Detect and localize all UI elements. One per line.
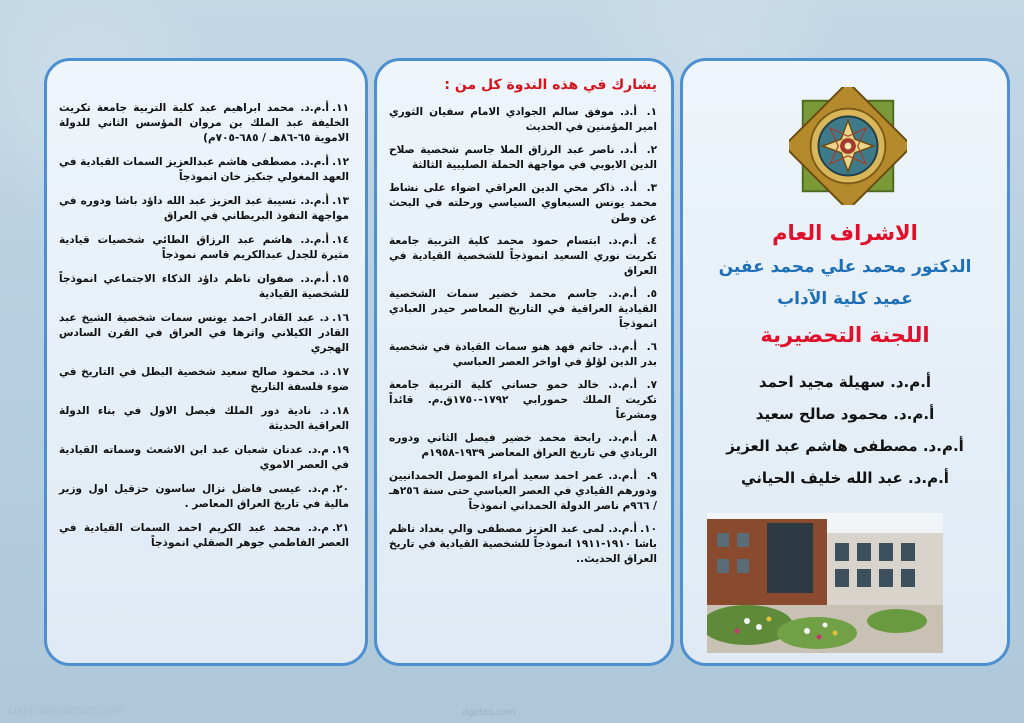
participants-heading: يشارك في هذه الندوة كل من : xyxy=(444,77,657,93)
item-text: أ.د. ذاكر محي الدين العراقي اضواء على نشاط محمد يونس السبعاوي السياسي ورحلته في البحث عن وطن xyxy=(389,182,657,224)
item-text: د. محمود صالح سعيد شخصية البطل في التاريخ في ضوء فلسفة التاريخ xyxy=(59,366,349,393)
item-text: أ.م.د. ابتسام حمود محمد كلية التربية جامعة تكريت نوري السعيد انموذجاً للشخصية القيادية في العراق xyxy=(389,235,657,277)
item-text: أ.م.د. عمر احمد سعيد أمراء الموصل الحمدانيين ودورهم القيادي في العصر العباسي حتى سنة ٢٥٦هـ / ٩٦٦م ناصر الدولة الحمداني انموذجاً xyxy=(389,470,657,512)
participant-item xyxy=(59,365,351,395)
item-text: أ.م.د. رابحة محمد خضير فيصل الثاني ودوره الريادي في تاريخ العراق المعاصر ١٩٣٩-١٩٥٨م xyxy=(389,432,657,459)
item-number: ٣. xyxy=(646,182,657,194)
item-number: ٦. xyxy=(646,341,657,353)
participant-item xyxy=(59,521,351,551)
participant-item xyxy=(59,233,351,263)
item-text: أ.م.د. هاشم عبد الرزاق الطائي شخصيات قيادية مثيرة للجدل عبدالكريم قاسم نموذجاً xyxy=(59,234,349,261)
item-number: ١٩. xyxy=(332,444,349,456)
participants-list xyxy=(389,105,659,575)
participant-item xyxy=(59,272,351,302)
supervisor-name: الدكتور محمد علي محمد عفين xyxy=(718,257,972,277)
participant-item xyxy=(59,101,351,146)
item-number: ٢. xyxy=(646,144,657,156)
participant-item xyxy=(59,482,351,512)
item-text: م.د. عدنان شعبان عبد ابن الاشعث وسماته القيادية في العصر الاموي xyxy=(59,444,349,471)
participant-item xyxy=(389,378,659,423)
committee-member: أ.م.د. محمود صالح سعيد xyxy=(755,405,935,423)
participant-item xyxy=(389,469,659,514)
item-text: أ.د. موفق سالم الجوادي الامام سفيان الثوري امير المؤمنين في الحديث xyxy=(389,106,657,133)
supervisor-title: عميد كلية الآداب xyxy=(777,289,913,309)
panel-participants-1 xyxy=(374,58,674,666)
item-number: ١٧. xyxy=(332,366,349,378)
item-text: م.د. محمد عبد الكريم احمد السمات القيادية في العصر الفاطمي جوهر الصقلي انموذجاً xyxy=(59,522,349,549)
item-number: ١. xyxy=(646,106,657,118)
participant-item xyxy=(389,522,659,567)
item-number: ١٤. xyxy=(332,234,349,246)
participants-list-continued xyxy=(59,101,351,560)
heading-general-supervision: الاشراف العام xyxy=(772,221,918,245)
item-number: ١١. xyxy=(332,102,349,114)
panel-participants-2 xyxy=(44,58,368,666)
item-text: أ.م.د. صفوان ناظم داؤد الذكاء الاجتماعي انموذجاً للشخصية القيادية xyxy=(59,273,349,300)
participant-item xyxy=(389,105,659,135)
participant-item xyxy=(59,443,351,473)
item-text: أ.م.د. محمد ابراهيم عبد كلية التربية جامعة تكريت الخليفة عبد الملك بن مروان المؤسس الثاني للدولة الاموية ٦٥-٨٦هـ / ٦٨٥-٧٠٥م) xyxy=(59,102,349,144)
item-text: م.د. عيسى فاضل نزال ساسون حزقيل اول وزير مالية في تاريخ العراق المعاصر . xyxy=(59,483,349,510)
item-text: أ.م.د. حاتم فهد هنو سمات القيادة في شخصية بدر الدين لؤلؤ في اواخر العصر العباسي xyxy=(389,341,657,368)
watermark-text: dgptoo.com xyxy=(462,708,516,718)
item-text: أ.م.د. نسيبة عبد العزيز عبد الله داؤد باشا ودوره في مواجهة النفوذ البريطاني في العراق xyxy=(59,195,349,222)
participant-item xyxy=(389,287,659,332)
item-text: أ.د. ناصر عبد الرزاق الملا جاسم شخصية صلاح الدين الايوبي في مواجهة الحملة الصليبية الثالثة xyxy=(389,144,657,171)
item-number: ٩. xyxy=(646,470,657,482)
item-number: ٥. xyxy=(646,288,657,300)
deviantart-credit: Lisyn.deviantart.com xyxy=(8,704,124,717)
item-text: أ.م.د. جاسم محمد خضير سمات الشخصية القيادية العراقية في التاريخ المعاصر حيدر العبادي انموذجاً xyxy=(389,288,657,330)
item-text: أ.م.د. مصطفى هاشم عبدالعزيز السمات القيادية في العهد المغولي جنكيز خان انموذجاً xyxy=(59,156,349,183)
item-number: ٢١. xyxy=(332,522,349,534)
item-text: أ.م.د. خالد حمو حساني كلية التربية جامعة تكريت الملك حمورابي ١٧٩٢-١٧٥٠ق.م. قائداً ومشرعاً xyxy=(389,379,657,421)
item-number: ٨. xyxy=(646,432,657,444)
college-building-photo xyxy=(707,513,943,653)
participant-item xyxy=(59,311,351,356)
committee-member: أ.م.د. سهيلة مجيد احمد xyxy=(758,373,932,391)
item-number: ١٥. xyxy=(332,273,349,285)
participant-item xyxy=(59,404,351,434)
participant-item xyxy=(389,340,659,370)
item-text: أ.م.د. لمى عبد العزيز مصطفى والي بغداد ناظم باشا ١٩١٠-١٩١١ انموذجاً للشخصية القيادية في تاريخ العراق الحديث.. xyxy=(389,523,657,565)
participant-item xyxy=(389,234,659,279)
item-text: د. عبد القادر احمد يونس سمات شخصية الشيخ عبد القادر الكيلاني واثرها في العراق في القرن السادس الهجري xyxy=(59,312,349,354)
item-text: د. نادية دور الملك فيصل الاول في بناء الدولة العراقية الحديثة xyxy=(59,405,349,432)
participant-item xyxy=(389,431,659,461)
item-number: ٢٠. xyxy=(332,483,349,495)
item-number: ٧. xyxy=(646,379,657,391)
panel-committee xyxy=(680,58,1010,666)
item-number: ٤. xyxy=(646,235,657,247)
committee-member: أ.م.د. مصطفى هاشم عبد العزيز xyxy=(726,437,964,455)
participant-item xyxy=(389,181,659,226)
item-number: ١٣. xyxy=(332,195,349,207)
item-number: ١٢. xyxy=(332,156,349,168)
item-number: ١٦. xyxy=(332,312,349,324)
item-number: ١٠. xyxy=(640,523,657,535)
item-number: ١٨. xyxy=(332,405,349,417)
participant-item xyxy=(59,155,351,185)
heading-preparatory-committee: اللجنة التحضيرية xyxy=(760,323,930,347)
participant-item xyxy=(389,143,659,173)
committee-member: أ.م.د. عبد الله خليف الحياني xyxy=(741,469,949,487)
participant-item xyxy=(59,194,351,224)
islamic-ornament-emblem xyxy=(789,87,907,205)
